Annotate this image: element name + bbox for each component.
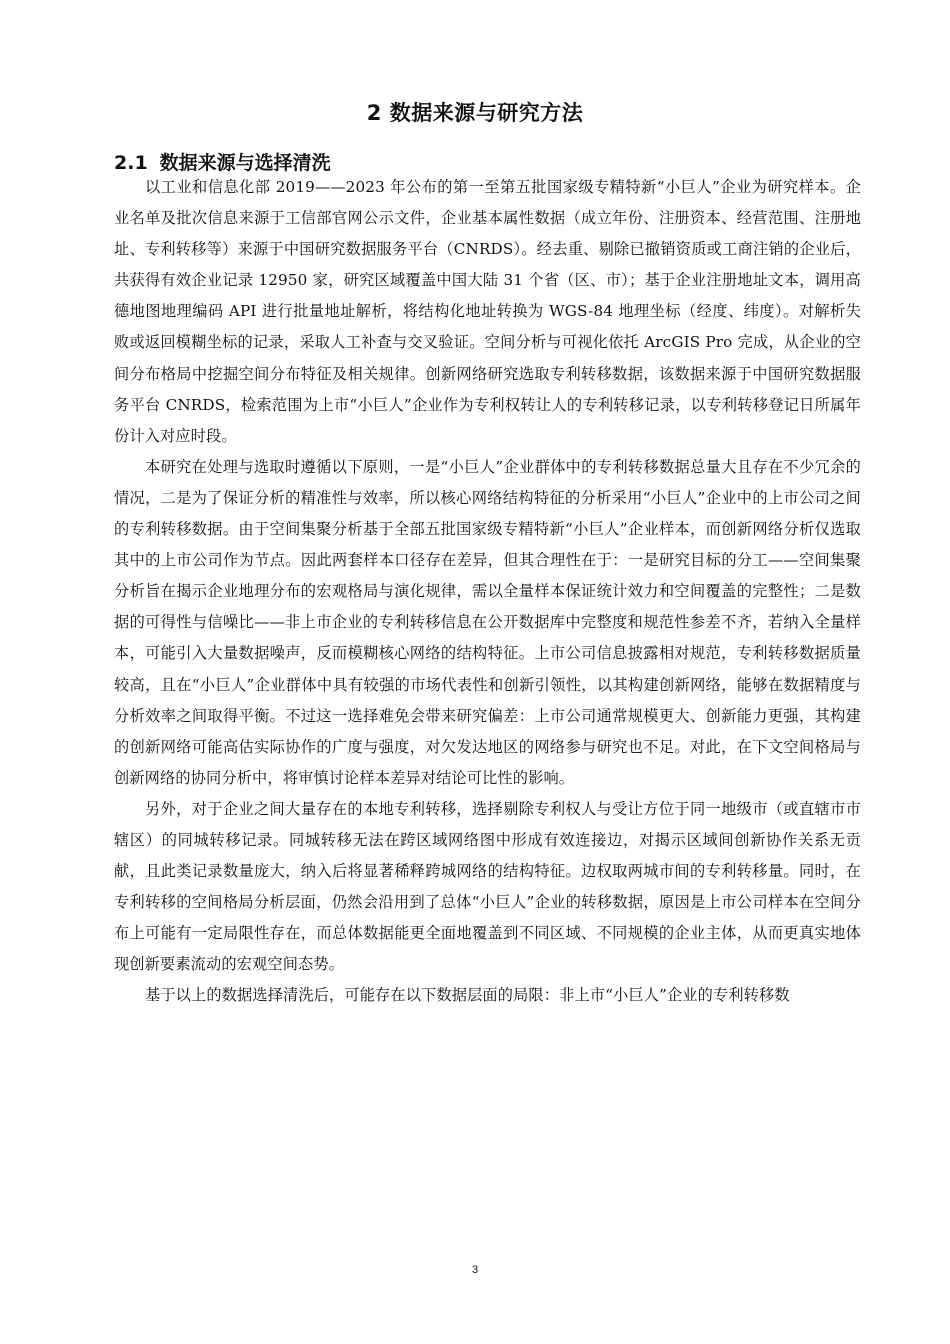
paragraph-4: 基于以上的数据选择清洗后，可能存在以下数据层面的局限：非上市“小巨人”企业的专利转移数 xyxy=(145,986,790,1005)
paragraph-2: 本研究在处理与选取时遵循以下原则，一是“小巨人”企业群体中的专利转移数据总量大且存在不少冗余的情况，二是为了保证分析的精准性与效率，所以核心网络结构特征的分析采用“小巨人”企业中的上市公司之间的专利转移数据。由于空间集聚分析基于全部五批国家级专精特新“小巨人”企业样本，而创新网络分析仅选取其中的上市公司作为节点。因此两套样本口径存在差异，但其合理性在于：一是研究目标的分工——空间集聚分析旨在揭示企业地理分布的宏观格局与演化规律，需以全量样本保证统计效力和空间覆盖的完整性；二是数据的可得性与信噪比——非上市企业的专利转移信息在公开数据库中完整度和规范性参差不齐，若纳入全量样本，可能引入大量数据噪声，反而模糊核心网络的结构特征。上市公司信息披露相对规范，专利转移数据质量较高，且在“小巨人”企业群体中具有较强的市场代表性和创新引领性，以其构建创新网络，能够在数据精度与分析效率之间取得平衡。不过这一选择难免会带来研究偏差：上市公司通常规模更大、创新能力更强，其构建的创新网络可能高估实际协作的广度与强度，对欠发达地区的网络参与研究也不足。对此，在下文空间格局与创新网络的协同分析中，将审慎讨论样本差异对结论可比性的影响。 xyxy=(114,457,861,787)
body-text xyxy=(114,172,861,1012)
paragraph-3: 另外，对于企业之间大量存在的本地专利转移，选择剔除专利权人与受让方位于同一地级市（或直辖市市辖区）的同城转移记录。同城转移无法在跨区域网络图中形成有效连接边，对揭示区域间创新协作关系无贡献，且此类记录数量庞大，纳入后将显著稀释跨城网络的结构特征。边权取两城市间的专利转移量。同时，在专利转移的空间格局分析层面，仍然会沿用到了总体“小巨人”企业的转移数据，原因是上市公司样本在空间分布上可能有一定局限性存在，而总体数据能更全面地覆盖到不同区域、不同规模的企业主体，从而更真实地体现创新要素流动的宏观空间态势。 xyxy=(114,799,861,974)
section-title: 数据来源与选择清洗 xyxy=(159,152,331,174)
section-heading xyxy=(114,148,331,175)
paragraph-1: 以工业和信息化部 2019——2023 年公布的第一至第五批国家级专精特新“小巨人”企业为研究样本。企业名单及批次信息来源于工信部官网公示文件，企业基本属性数据（成立年份、注册资本、经营范围、注册地址、专利转移等）来源于中国研究数据服务平台（CNRDS）。经去重、剔除已撤销资质或工商注销的企业后，共获得有效企业记录 12950 家，研究区域覆盖中国大陆 31 个省（区、市）；基于企业注册地址文本，调用高德地图地理编码 API 进行批量地址解析，将结构化地址转换为 WGS-84 地理坐标（经度、纬度）。对解析失败或返回模糊坐标的记录，采取人工补查与交叉验证。空间分析与可视化依托 ArcGIS Pro 完成，从企业的空间分布格局中挖掘空间分布特征及相关规律。创新网络研究选取专利转移数据，该数据来源于中国研究数据服务平台 CNRDS，检索范围为上市“小巨人”企业作为专利权转让人的专利转移记录，以专利转移登记日所属年份计入对应时段。 xyxy=(114,178,861,445)
chapter-title: 2 数据来源与研究方法 xyxy=(366,101,584,125)
section-number: 2.1 xyxy=(114,152,148,174)
page-number: 3 xyxy=(471,1264,479,1276)
